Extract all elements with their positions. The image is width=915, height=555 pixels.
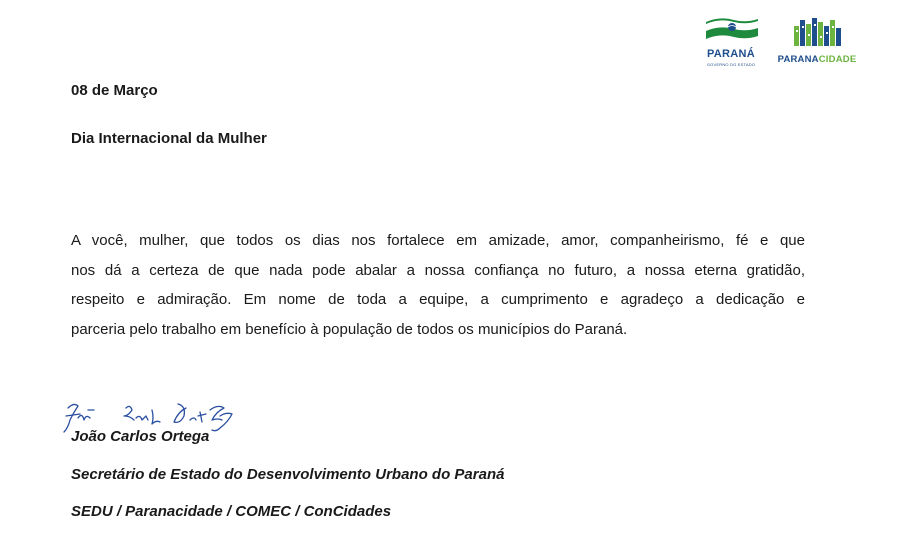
signatory-role: Secretário de Estado do Desenvolvimento Urbano do Paraná: [71, 466, 505, 483]
parana-government-logo: [700, 14, 762, 68]
body-line: A você, mulher, que todos os dias nos fortalece em amizade, amor, companheirismo, fé e que: [71, 232, 805, 249]
logo-paranacidade-wordmark: [776, 54, 858, 65]
paranacidade-logo: [776, 14, 858, 70]
signatory-organizations: SEDU / Paranacidade / COMEC / ConCidades: [71, 503, 392, 520]
letter-date: 08 de Março: [71, 82, 158, 99]
logo-parana-name: PARANÁ: [706, 48, 756, 60]
city-blocks-icon: [776, 14, 858, 52]
letter-title: Dia Internacional da Mulher: [71, 130, 267, 147]
logo-wordmark-part-1: PARANA: [777, 54, 819, 65]
letter-body: [71, 226, 805, 344]
flag-icon: [700, 14, 762, 48]
body-line: parceria pelo trabalho em benefício à população de todos os municípios do Paraná.: [71, 320, 628, 338]
signatory-name: João Carlos Ortega: [71, 428, 210, 445]
logo-wordmark-part-2: CIDADE: [818, 54, 857, 65]
logo-parana-subtitle: GOVERNO DO ESTADO: [706, 62, 756, 67]
body-line: respeito e admiração. Em nome de toda a equipe, a cumprimento e agradeço a dedicação e: [71, 291, 805, 308]
body-line: nos dá a certeza de que nada pode abalar a nossa confiança no futuro, a nossa eterna gratidão,: [71, 261, 805, 279]
